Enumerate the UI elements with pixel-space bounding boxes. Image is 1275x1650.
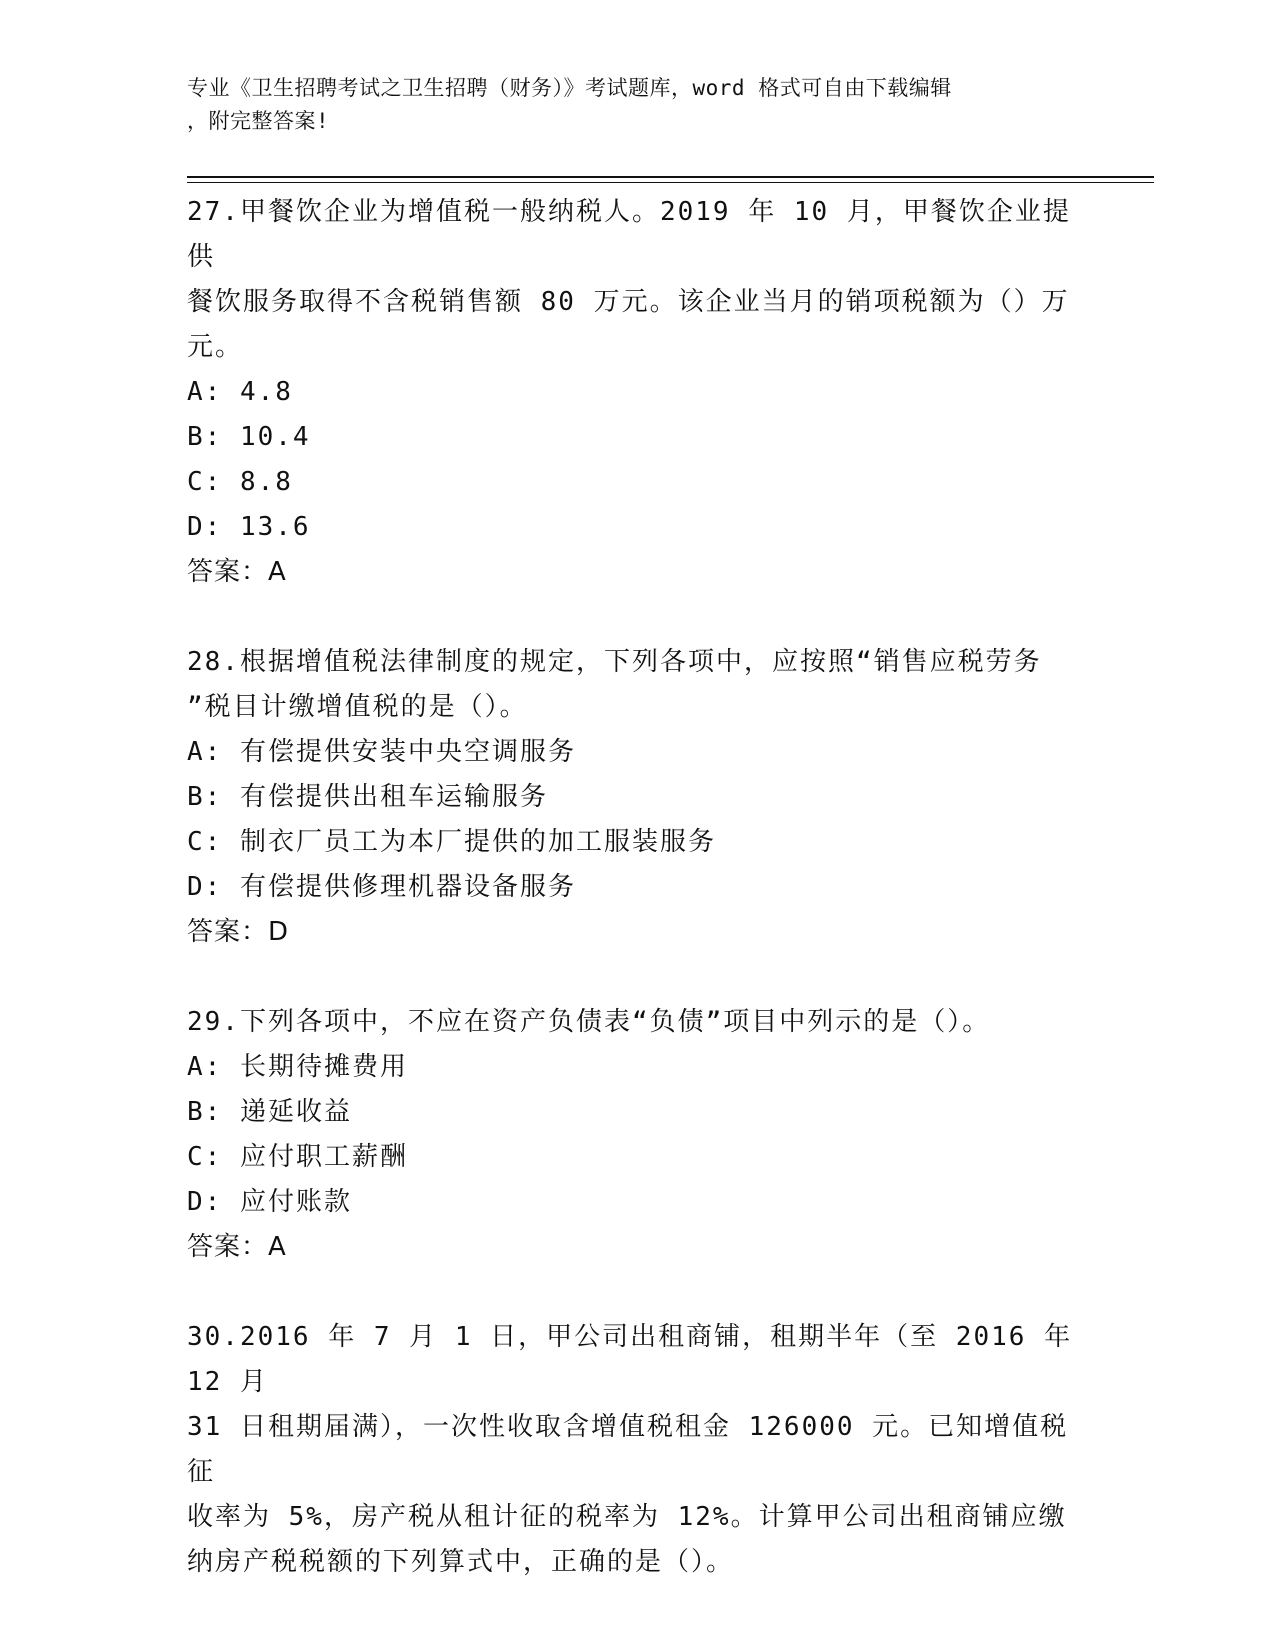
header-line-2: ，附完整答案! (187, 109, 330, 133)
option-d: D: 13.6 (187, 512, 311, 542)
option-a: A: 有偿提供安装中央空调服务 (187, 737, 576, 767)
answer-line: 答案：A (187, 1232, 287, 1262)
option-a: A: 4.8 (187, 377, 293, 407)
option-b: B: 10.4 (187, 422, 311, 452)
option-b: B: 递延收益 (187, 1097, 352, 1127)
option-d: D: 应付账款 (187, 1187, 352, 1217)
question-stem-line: 31 日租期届满），一次性收取含增值税租金 126000 元。已知增值税征 (187, 1412, 1069, 1487)
question-28 (187, 640, 1087, 955)
option-c: C: 应付职工薪酬 (187, 1142, 408, 1172)
question-stem-line: 29.下列各项中，不应在资产负债表“负债”项目中列示的是（）。 (187, 1007, 991, 1037)
question-stem-line: 28.根据增值税法律制度的规定，下列各项中，应按照“销售应税劳务 (187, 647, 1042, 677)
header-divider-thick (187, 176, 1154, 178)
header-line-1: 专业《卫生招聘考试之卫生招聘（财务）》考试题库，word 格式可自由下载编辑 (187, 76, 952, 100)
option-b: B: 有偿提供出租车运输服务 (187, 782, 548, 812)
question-30 (187, 1315, 1087, 1585)
question-stem-line: 纳房产税税额的下列算式中，正确的是（）。 (187, 1547, 735, 1577)
question-stem-line: ”税目计缴增值税的是（）。 (187, 692, 528, 722)
question-29 (187, 1000, 1087, 1270)
option-c: C: 8.8 (187, 467, 293, 497)
option-d: D: 有偿提供修理机器设备服务 (187, 872, 576, 902)
answer-line: 答案：D (187, 917, 290, 947)
option-a: A: 长期待摊费用 (187, 1052, 408, 1082)
option-c: C: 制衣厂员工为本厂提供的加工服装服务 (187, 827, 716, 857)
document-header (187, 72, 1067, 138)
question-27 (187, 190, 1087, 595)
question-stem-line: 餐饮服务取得不含税销售额 80 万元。该企业当月的销项税额为（）万 (187, 287, 1070, 317)
question-stem-line: 30.2016 年 7 月 1 日，甲公司出租商铺，租期半年（至 2016 年 12 月 (187, 1322, 1073, 1397)
header-divider-thin (187, 182, 1154, 183)
question-stem-line: 元。 (187, 332, 244, 362)
question-stem-line: 27.甲餐饮企业为增值税一般纳税人。2019 年 10 月，甲餐饮企业提供 (187, 197, 1071, 272)
question-list (187, 190, 1087, 1630)
answer-line: 答案：A (187, 557, 287, 587)
question-stem-line: 收率为 5%，房产税从租计征的税率为 12%。计算甲公司出租商铺应缴 (187, 1502, 1067, 1532)
